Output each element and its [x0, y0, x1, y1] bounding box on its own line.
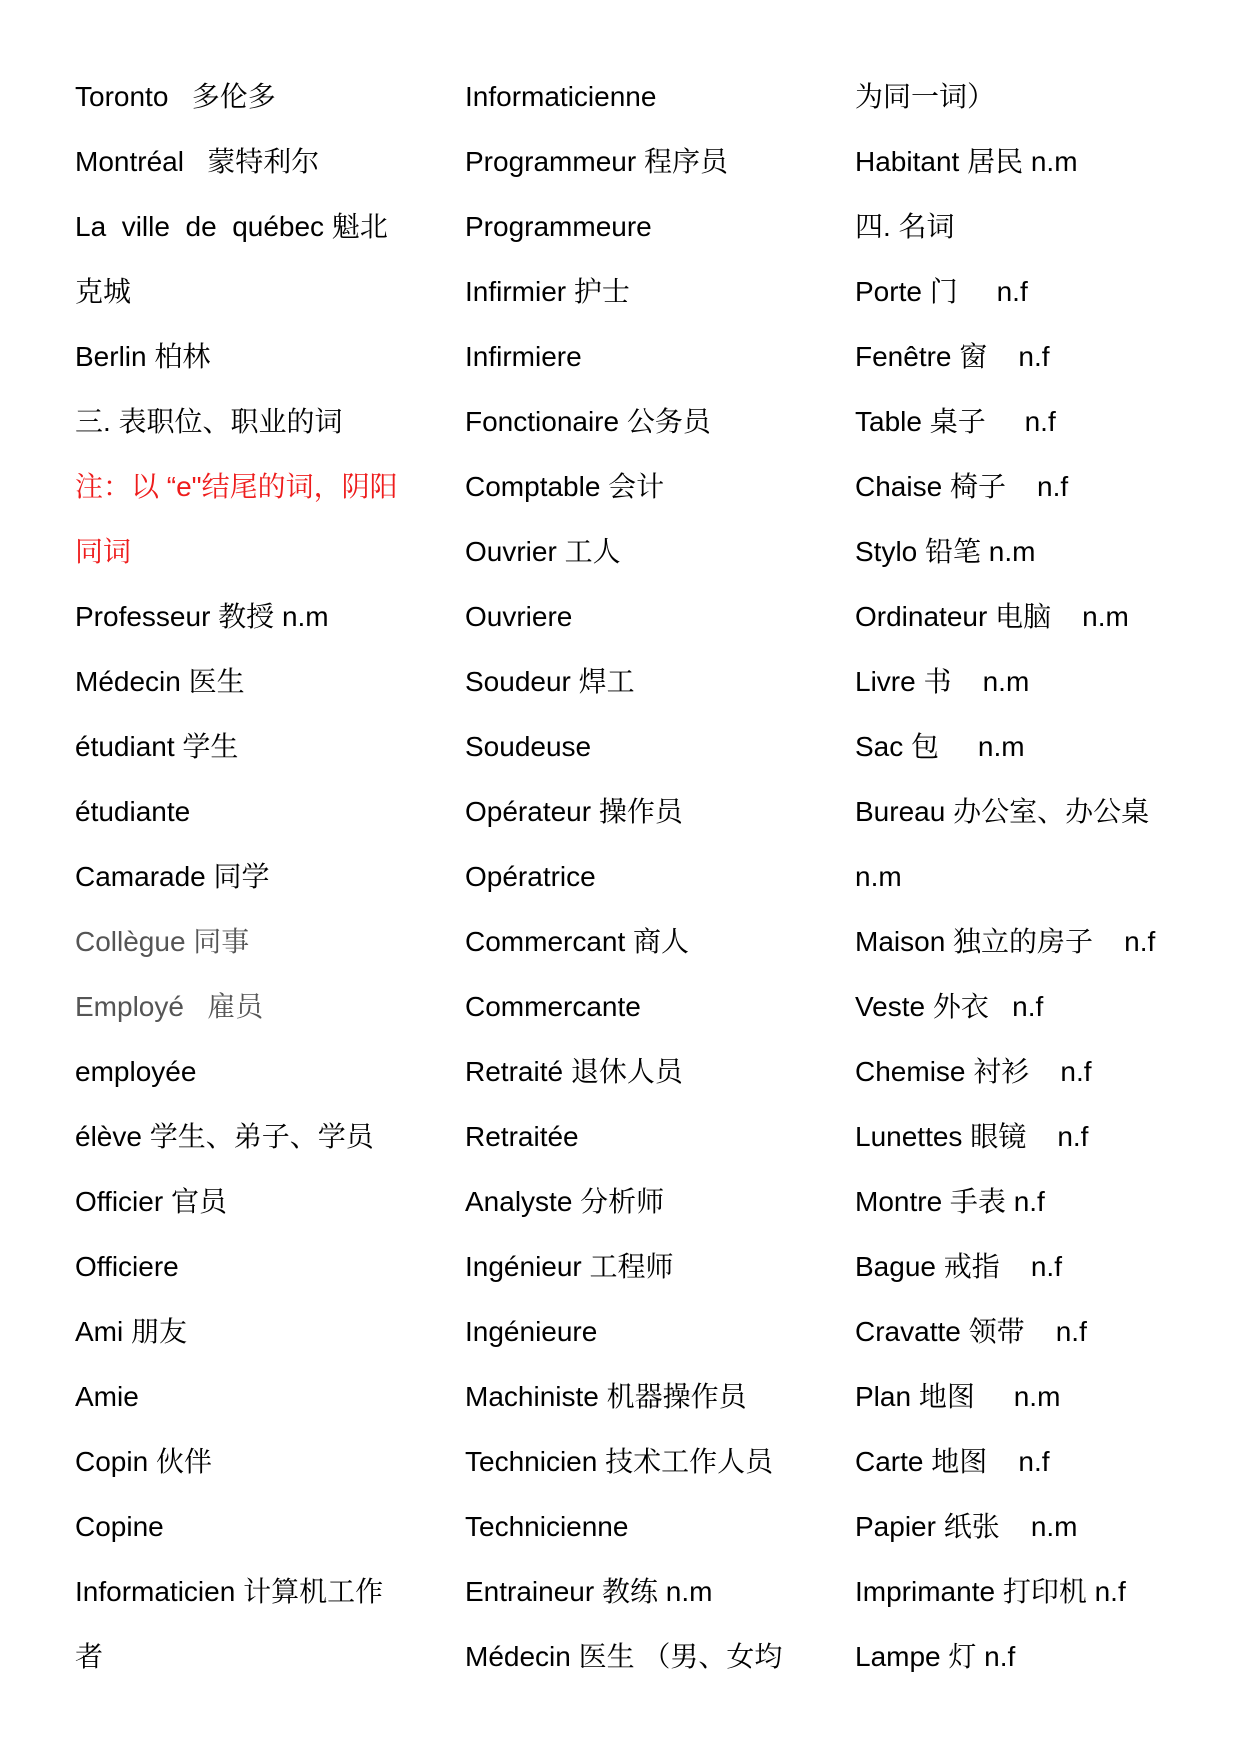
vocab-line: Programmeur 程序员: [465, 146, 728, 177]
vocab-line: Médecin 医生 （男、女均: [465, 1641, 783, 1672]
vocab-line: 为同一词）: [855, 81, 996, 112]
vocab-line: Chemise 衬衫 n.f: [855, 1056, 1092, 1087]
vocab-line: n.m: [855, 861, 902, 892]
vocab-line: Collègue 同事: [75, 926, 250, 957]
vocab-line: Informaticien 计算机工作: [75, 1576, 384, 1607]
vocab-line: Officiere: [75, 1251, 179, 1282]
vocab-line: Fonctionaire 公务员: [465, 406, 711, 437]
vocab-line: Maison 独立的房子 n.f: [855, 926, 1156, 957]
vocab-line: Copin 伙伴: [75, 1446, 212, 1477]
vocab-line: Amie: [75, 1381, 139, 1412]
vocab-line: Bureau 办公室、办公桌: [855, 796, 1150, 827]
vocab-line: étudiante: [75, 796, 191, 827]
vocab-line: Papier 纸张 n.m: [855, 1511, 1078, 1542]
vocab-line: Commercant 商人: [465, 926, 690, 957]
vocab-line: Lampe 灯 n.f: [855, 1641, 1016, 1672]
vocab-line: Carte 地图 n.f: [855, 1446, 1050, 1477]
vocab-line: Fenêtre 窗 n.f: [855, 341, 1050, 372]
vocab-line: La ville de québec 魁北: [75, 211, 388, 242]
vocab-line: Stylo 铅笔 n.m: [855, 536, 1036, 567]
vocab-line: Ingénieure: [465, 1316, 598, 1347]
vocab-line: Comptable 会计: [465, 471, 665, 502]
vocab-line: Lunettes 眼镜 n.f: [855, 1121, 1089, 1152]
vocab-column-1: [75, 64, 435, 1689]
vocab-line: 注：以 “e"结尾的词，阴阳: [75, 471, 398, 502]
vocab-line: Technicienne: [465, 1511, 629, 1542]
vocab-line: Montre 手表 n.f: [855, 1186, 1045, 1217]
vocab-line: Sac 包 n.m: [855, 731, 1025, 762]
vocab-line: Professeur 教授 n.m: [75, 601, 329, 632]
vocab-line: Infirmiere: [465, 341, 582, 372]
vocab-line: Livre 书 n.m: [855, 666, 1030, 697]
vocab-line: 者: [75, 1641, 104, 1672]
vocab-line: Cravatte 领带 n.f: [855, 1316, 1087, 1347]
vocab-line: Médecin 医生: [75, 666, 245, 697]
vocab-line: Table 桌子 n.f: [855, 406, 1056, 437]
vocab-line: Soudeur 焊工: [465, 666, 635, 697]
vocab-line: employée: [75, 1056, 197, 1087]
vocab-line: Officier 官员: [75, 1186, 227, 1217]
vocab-line: Retraitée: [465, 1121, 579, 1152]
vocab-line: Informaticienne: [465, 81, 657, 112]
vocab-line: Plan 地图 n.m: [855, 1381, 1061, 1412]
vocab-column-2: [465, 64, 825, 1689]
vocab-line: Programmeure: [465, 211, 652, 242]
vocab-line: Ami 朋友: [75, 1316, 188, 1347]
vocab-line: Bague 戒指 n.f: [855, 1251, 1062, 1282]
vocab-line: Commercante: [465, 991, 641, 1022]
vocab-line: Veste 外衣 n.f: [855, 991, 1044, 1022]
vocab-line: Entraineur 教练 n.m: [465, 1576, 713, 1607]
vocab-line: 同词: [75, 536, 132, 567]
vocab-line: Ingénieur 工程师: [465, 1251, 674, 1282]
vocab-line: Berlin 柏林: [75, 341, 211, 372]
vocab-line: Camarade 同学: [75, 861, 270, 892]
vocab-line: 三. 表职位、职业的词: [75, 406, 343, 437]
vocab-line: élève 学生、弟子、学员: [75, 1121, 374, 1152]
vocab-line: Ordinateur 电脑 n.m: [855, 601, 1129, 632]
vocab-line: Montréal 蒙特利尔: [75, 146, 320, 177]
vocab-line: Soudeuse: [465, 731, 592, 762]
vocab-line: Retraité 退休人员: [465, 1056, 683, 1087]
vocab-line: Ouvrier 工人: [465, 536, 621, 567]
vocab-line: Opérateur 操作员: [465, 796, 683, 827]
document-page: [75, 64, 1205, 1704]
vocab-line: Analyste 分析师: [465, 1186, 665, 1217]
vocab-line: 克城: [75, 276, 132, 307]
vocab-line: étudiant 学生: [75, 731, 239, 762]
vocab-line: Porte 门 n.f: [855, 276, 1028, 307]
vocab-line: Machiniste 机器操作员: [465, 1381, 747, 1412]
vocab-line: Chaise 椅子 n.f: [855, 471, 1069, 502]
vocab-line: Infirmier 护士: [465, 276, 630, 307]
vocab-line: Opératrice: [465, 861, 596, 892]
vocab-line: Toronto 多伦多: [75, 81, 276, 112]
vocab-column-3: [855, 64, 1205, 1689]
vocab-line: Employé 雇员: [75, 991, 264, 1022]
vocab-line: Habitant 居民 n.m: [855, 146, 1078, 177]
vocab-line: Copine: [75, 1511, 164, 1542]
vocab-line: Technicien 技术工作人员: [465, 1446, 774, 1477]
vocab-line: 四. 名词: [855, 211, 955, 242]
vocab-line: Ouvriere: [465, 601, 573, 632]
vocab-line: Imprimante 打印机 n.f: [855, 1576, 1126, 1607]
